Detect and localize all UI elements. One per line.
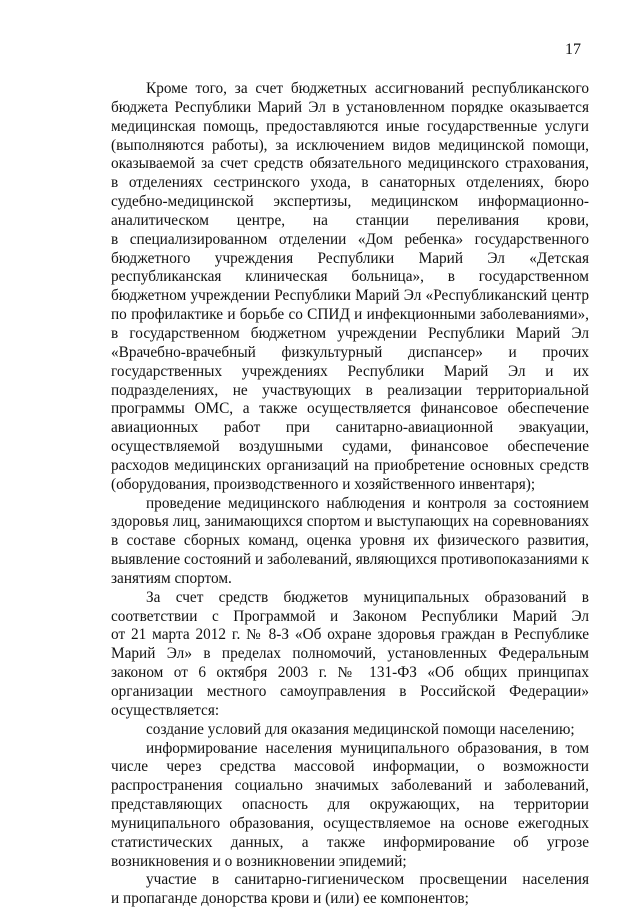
paragraph: [111, 495, 589, 589]
page-number: 17: [565, 41, 581, 58]
text-line: от 21 марта 2012 г. № 8-З «Об охране здоровья граждан в Республике: [111, 626, 589, 644]
text-line: участие в санитарно-гигиеническом просвещении населения: [146, 871, 589, 889]
text-line: осуществляется:: [111, 701, 220, 719]
text-line: муниципального образования, осуществляемое на основе ежегодных: [111, 814, 589, 832]
text-line: соответствии с Программой и Законом Республики Марий Эл: [111, 607, 589, 625]
text-line: осуществляемой воздушными судами, финансовое обеспечение: [111, 438, 589, 456]
text-line: программы ОМС, а также осуществляется финансовое обеспечение: [111, 400, 589, 418]
text-line: государственных учреждениях Республики Марий Эл и их: [111, 362, 589, 380]
text-line: занятиям спортом.: [111, 569, 232, 587]
text-line: авиационных работ при санитарно-авиационной эвакуации,: [111, 419, 589, 437]
paragraph: [111, 871, 589, 909]
text-line: За счет средств бюджетов муниципальных образований в: [146, 588, 589, 606]
text-line: бюджетного учреждения Республики Марий Эл «Детская: [111, 249, 589, 267]
text-line: законом от 6 октября 2003 г. № 131-ФЗ «Об общих принципах: [111, 664, 589, 682]
text-line: создание условий для оказания медицинской помощи населению;: [146, 720, 575, 738]
text-line: судебно-медицинской экспертизы, медицинском информационно-: [111, 193, 589, 211]
text-line: здоровья лиц, занимающихся спортом и выступающих на соревнованиях: [111, 513, 589, 531]
text-line: проведение медицинского наблюдения и контроля за состоянием: [146, 494, 589, 512]
text-line: возникновения и о возникновении эпидемий;: [111, 852, 407, 870]
text-line: представляющих опасность для окружающих, на территории: [111, 796, 589, 814]
text-line: «Врачебно-врачебный физкультурный диспансер» и прочих: [111, 343, 589, 361]
text-line: распространения социально значимых заболеваний и заболеваний,: [111, 777, 589, 795]
text-line: бюджета Республики Марий Эл в установленном порядке оказывается: [111, 98, 589, 116]
text-line: (выполняются работы), за исключением видов медицинской помощи,: [111, 136, 589, 154]
text-line: в составе сборных команд, оценка уровня их физического развития,: [111, 532, 589, 550]
paragraph: [111, 740, 589, 872]
text-line: Марий Эл» в пределах полномочий, установленных Федеральным: [111, 645, 589, 663]
text-line: оказываемой за счет средств обязательного медицинского страхования,: [111, 155, 589, 173]
text-line: Кроме того, за счет бюджетных ассигнований республиканского: [146, 80, 589, 97]
paragraph: [111, 80, 589, 495]
text-line: медицинская помощь, предоставляются иные государственные услуги: [111, 117, 589, 135]
text-line: организации местного самоуправления в Российской Федерации»: [111, 683, 589, 700]
text-line: статистических данных, а также информирование об угрозе: [111, 833, 589, 851]
text-line: и пропаганде донорства крови и (или) ее компонентов;: [111, 890, 469, 908]
text-line: в специализированном отделении «Дом ребенка» государственного: [111, 230, 589, 248]
text-line: аналитическом центре, на станции переливания крови,: [111, 211, 589, 229]
text-line: в государственном бюджетном учреждении Республики Марий Эл: [111, 324, 589, 342]
document-body: [111, 80, 589, 909]
text-line: выявление состояний и заболеваний, являющихся противопоказаниями к: [111, 551, 589, 569]
text-line: информирование населения муниципального образования, в том: [146, 739, 589, 757]
paragraph: [111, 721, 589, 740]
text-line: бюджетном учреждении Республики Марий Эл «Республиканский центр: [111, 287, 589, 305]
text-line: подразделениях, не участвующих в реализации территориальной: [111, 381, 589, 399]
text-line: числе через средства массовой информации, о возможности: [111, 758, 589, 776]
text-line: республиканская клиническая больница», в государственном: [111, 268, 589, 286]
text-line: (оборудования, производственного и хозяйственного инвентаря);: [111, 475, 536, 493]
text-line: расходов медицинских организаций на приобретение основных средств: [111, 456, 589, 474]
text-line: по профилактике и борьбе со СПИД и инфекционными заболеваниями»,: [111, 306, 589, 324]
text-line: в отделениях сестринского ухода, в санаторных отделениях, бюро: [111, 174, 589, 192]
paragraph: [111, 589, 589, 721]
